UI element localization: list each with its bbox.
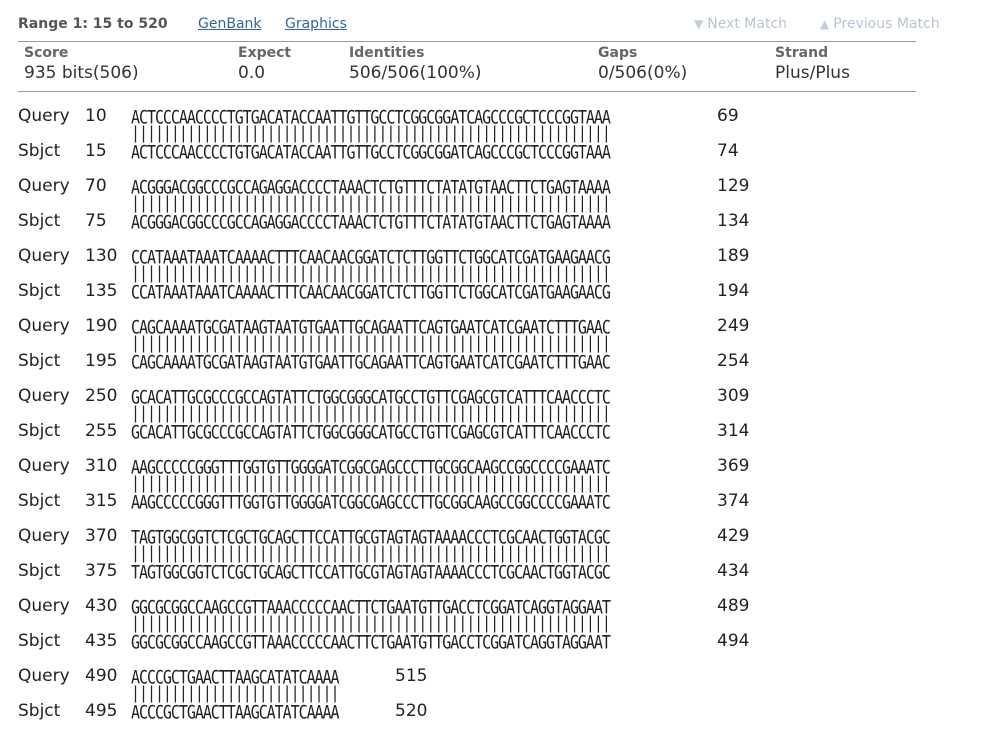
subject-sequence: GCACATTGCGCCCGCCAGTATTCTGGCGGGCATGCCTGTTCGAGCGTCATTTCAACCCTC <box>131 421 610 444</box>
identities-stat <box>349 45 482 83</box>
subject-start: 75 <box>85 211 107 231</box>
previous-match-label: Previous Match <box>833 16 940 32</box>
subject-start: 195 <box>85 351 118 371</box>
query-end: 189 <box>717 246 750 266</box>
match-line: |||||||||||||||||||||||||||||||||||||||||||||||||||||||||||| <box>131 193 610 213</box>
query-label: Query <box>18 176 70 196</box>
subject-start: 255 <box>85 421 118 441</box>
score-label: Score <box>24 45 69 61</box>
strand-label: Strand <box>775 45 829 61</box>
query-label: Query <box>18 246 70 266</box>
subject-end: 314 <box>717 421 750 441</box>
subject-end: 434 <box>717 561 750 581</box>
subject-sequence: CAGCAAAATGCGATAAGTAATGTGAATTGCAGAATTCAGTGAATCATCGAATCTTTGAAC <box>131 351 610 374</box>
subject-start: 135 <box>85 281 118 301</box>
subject-sequence: ACCCGCTGAACTTAAGCATATCAAAA <box>131 701 339 724</box>
query-end: 489 <box>717 596 750 616</box>
match-line: |||||||||||||||||||||||||||||||||||||||||||||||||||||||||||| <box>131 333 610 353</box>
query-label: Query <box>18 316 70 336</box>
query-label: Query <box>18 526 70 546</box>
subject-end: 74 <box>717 141 739 161</box>
expect-label: Expect <box>238 45 292 61</box>
query-sequence: AAGCCCCCGGGTTTGGTGTTGGGGATCGGCGAGCCCTTGCGGCAAGCCGGCCCCGAAATC <box>131 456 610 479</box>
query-start: 130 <box>85 246 118 266</box>
subject-sequence: ACTCCCAACCCCTGTGACATACCAATTGTTGCCTCGGCGGATCAGCCCGCTCCCGGTAAA <box>131 141 610 164</box>
match-line: |||||||||||||||||||||||||||||||||||||||||||||||||||||||||||| <box>131 263 610 283</box>
previous-match-link[interactable] <box>820 16 940 32</box>
query-sequence: GGCGCGGCCAAGCCGTTAAACCCCCAACTTCTGAATGTTGACCTCGGATCAGGTAGGAAT <box>131 596 610 619</box>
query-end: 515 <box>395 666 428 686</box>
subject-label: Sbjct <box>18 281 61 301</box>
subject-start: 495 <box>85 701 118 721</box>
expect-value: 0.0 <box>238 63 266 83</box>
subject-sequence: ACGGGACGGCCCGCCAGAGGACCCCTAAACTCTGTTTCTATATGTAACTTCTGAGTAAAA <box>131 211 610 234</box>
query-label: Query <box>18 106 70 126</box>
match-line: |||||||||||||||||||||||||||||||||||||||||||||||||||||||||||| <box>131 473 610 493</box>
genbank-link[interactable]: GenBank <box>198 16 262 32</box>
subject-end: 374 <box>717 491 750 511</box>
subject-label: Sbjct <box>18 561 61 581</box>
alignment-stats <box>18 41 916 92</box>
subject-label: Sbjct <box>18 421 61 441</box>
subject-sequence: GGCGCGGCCAAGCCGTTAAACCCCCAACTTCTGAATGTTGACCTCGGATCAGGTAGGAAT <box>131 631 610 654</box>
subject-label: Sbjct <box>18 351 61 371</box>
next-match-label: Next Match <box>707 16 788 32</box>
query-sequence: ACGGGACGGCCCGCCAGAGGACCCCTAAACTCTGTTTCTATATGTAACTTCTGAGTAAAA <box>131 176 610 199</box>
query-label: Query <box>18 386 70 406</box>
subject-label: Sbjct <box>18 211 61 231</box>
query-label: Query <box>18 456 70 476</box>
query-end: 309 <box>717 386 750 406</box>
query-sequence: CAGCAAAATGCGATAAGTAATGTGAATTGCAGAATTCAGTGAATCATCGAATCTTTGAAC <box>131 316 610 339</box>
triangle-up-icon: ▲ <box>820 17 830 31</box>
subject-end: 194 <box>717 281 750 301</box>
subject-end: 134 <box>717 211 750 231</box>
query-sequence: ACCCGCTGAACTTAAGCATATCAAAA <box>131 666 339 689</box>
query-start: 490 <box>85 666 118 686</box>
graphics-link[interactable]: Graphics <box>285 16 347 32</box>
match-line: |||||||||||||||||||||||||||||||||||||||||||||||||||||||||||| <box>131 123 610 143</box>
query-start: 250 <box>85 386 118 406</box>
subject-start: 435 <box>85 631 118 651</box>
expect-stat <box>238 45 291 83</box>
triangle-down-icon: ▼ <box>694 17 704 31</box>
subject-sequence: TAGTGGCGGTCTCGCTGCAGCTTCCATTGCGTAGTAGTAAAACCCTCGCAACTGGTACGC <box>131 561 610 584</box>
subject-start: 315 <box>85 491 118 511</box>
query-end: 249 <box>717 316 750 336</box>
match-line: |||||||||||||||||||||||||||||||||||||||||||||||||||||||||||| <box>131 403 610 423</box>
match-line: |||||||||||||||||||||||||| <box>131 683 339 703</box>
range-header <box>18 14 964 38</box>
match-line: |||||||||||||||||||||||||||||||||||||||||||||||||||||||||||| <box>131 543 610 563</box>
score-value: 935 bits(506) <box>24 63 139 83</box>
identities-label: Identities <box>349 45 425 61</box>
gaps-value: 0/506(0%) <box>598 63 688 83</box>
query-start: 310 <box>85 456 118 476</box>
identities-value: 506/506(100%) <box>349 63 482 83</box>
subject-label: Sbjct <box>18 491 61 511</box>
subject-end: 520 <box>395 701 428 721</box>
query-sequence: GCACATTGCGCCCGCCAGTATTCTGGCGGGCATGCCTGTTCGAGCGTCATTTCAACCCTC <box>131 386 610 409</box>
query-end: 429 <box>717 526 750 546</box>
subject-end: 494 <box>717 631 750 651</box>
score-stat <box>24 45 139 83</box>
match-line: |||||||||||||||||||||||||||||||||||||||||||||||||||||||||||| <box>131 613 610 633</box>
range-title: Range 1: 15 to 520 <box>18 16 168 32</box>
query-sequence: TAGTGGCGGTCTCGCTGCAGCTTCCATTGCGTAGTAGTAAAACCCTCGCAACTGGTACGC <box>131 526 610 549</box>
gaps-stat <box>598 45 687 83</box>
query-start: 430 <box>85 596 118 616</box>
next-match-link[interactable] <box>694 16 787 32</box>
query-label: Query <box>18 596 70 616</box>
query-start: 370 <box>85 526 118 546</box>
subject-sequence: CCATAAATAAATCAAAACTTTCAACAACGGATCTCTTGGTTCTGGCATCGATGAAGAACG <box>131 281 610 304</box>
query-start: 190 <box>85 316 118 336</box>
query-end: 129 <box>717 176 750 196</box>
subject-end: 254 <box>717 351 750 371</box>
query-sequence: ACTCCCAACCCCTGTGACATACCAATTGTTGCCTCGGCGGATCAGCCCGCTCCCGGTAAA <box>131 106 610 129</box>
query-label: Query <box>18 666 70 686</box>
subject-label: Sbjct <box>18 141 61 161</box>
gaps-label: Gaps <box>598 45 638 61</box>
query-start: 70 <box>85 176 107 196</box>
query-start: 10 <box>85 106 107 126</box>
strand-value: Plus/Plus <box>775 63 850 83</box>
query-end: 369 <box>717 456 750 476</box>
subject-start: 375 <box>85 561 118 581</box>
strand-stat <box>775 45 850 83</box>
subject-sequence: AAGCCCCCGGGTTTGGTGTTGGGGATCGGCGAGCCCTTGCGGCAAGCCGGCCCCGAAATC <box>131 491 610 514</box>
subject-start: 15 <box>85 141 107 161</box>
query-end: 69 <box>717 106 739 126</box>
subject-label: Sbjct <box>18 701 61 721</box>
query-sequence: CCATAAATAAATCAAAACTTTCAACAACGGATCTCTTGGTTCTGGCATCGATGAAGAACG <box>131 246 610 269</box>
subject-label: Sbjct <box>18 631 61 651</box>
